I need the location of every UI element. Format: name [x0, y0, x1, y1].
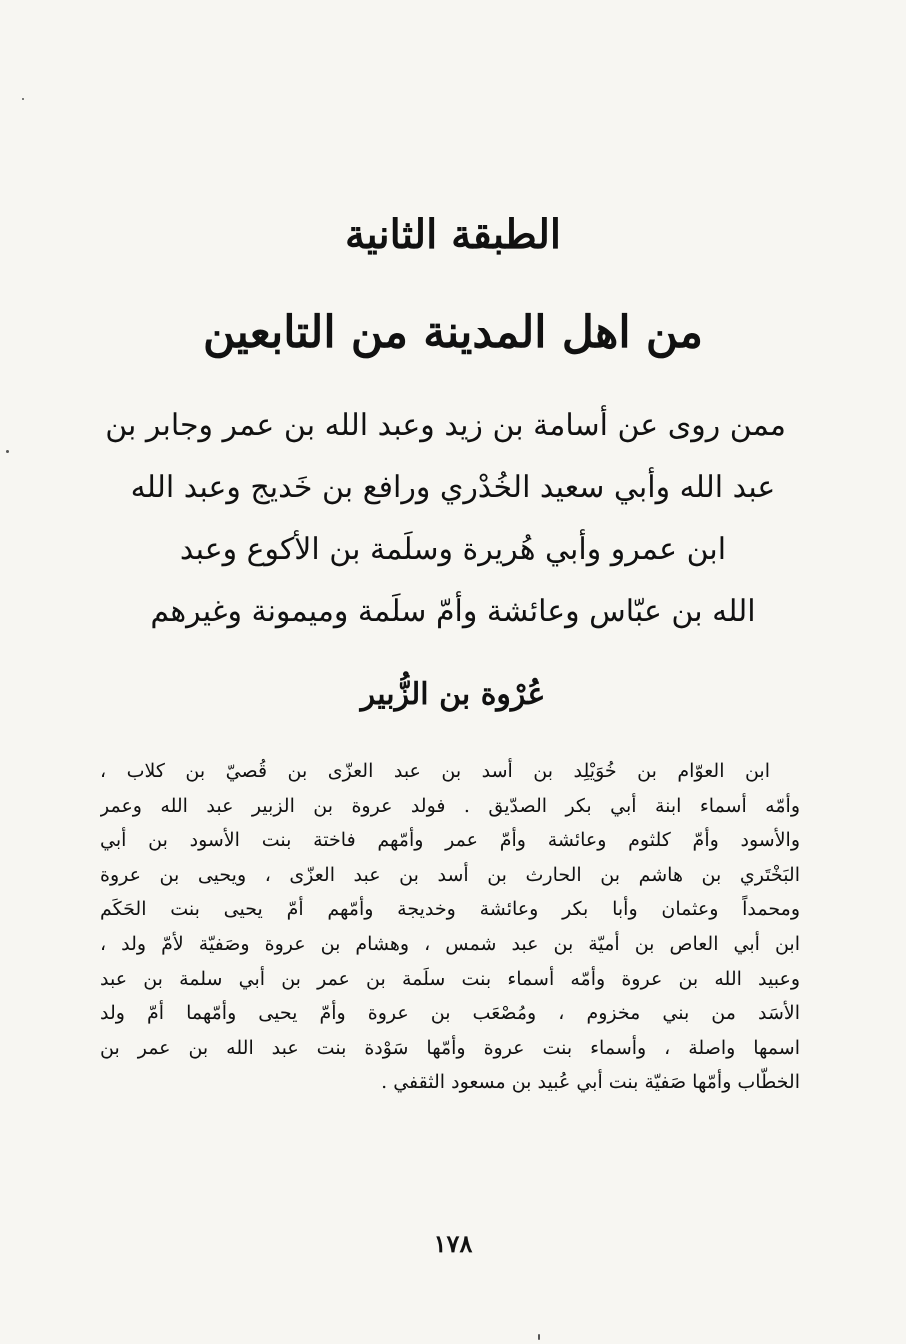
- body-line: وعبيد الله بن عروة وأمّه أسماء بنت سلَمة بن عمر بن أبي سلمة بن عبد: [100, 967, 800, 990]
- scan-speck: [538, 1334, 540, 1340]
- body-line: ومحمداً وعثمان وأبا بكر وعائشة وخديجة وأمّهم أمّ يحيى بنت الحَكَم: [100, 898, 800, 921]
- body-line: اسمها واصلة ، وأسماء بنت عروة وأمّها سَوْدة بنت عبد الله بن عمر بن: [100, 1036, 800, 1059]
- intro-line: ممن روى عن أسامة بن زيد وعبد الله بن عمر وجابر بن: [105, 408, 786, 443]
- biography-paragraph: [100, 754, 800, 1100]
- section-subtitle: من اهل المدينة من التابعين: [203, 307, 703, 358]
- body-line: والأسود وأمّ كلثوم وعائشة وأمّ عمر وأمّهم فاختة بنت الأسود بن أبي: [100, 829, 800, 852]
- biography-heading: عُرْوة بن الزُّبير: [360, 677, 546, 712]
- intro-line: ابن عمرو وأبي هُريرة وسلَمة بن الأكوع وعبد: [179, 532, 727, 567]
- body-line: البَخْتَري بن هاشم بن الحارث بن أسد بن عبد العزّى ، ويحيى بن عروة: [100, 863, 800, 886]
- intro-line: الله بن عبّاس وعائشة وأمّ سلَمة وميمونة وغيرهم: [150, 594, 756, 629]
- intro-line: عبد الله وأبي سعيد الخُدْري ورافع بن خَديج وعبد الله: [130, 470, 776, 505]
- body-line: ابن العوّام بن خُوَيْلِد بن أسد بن عبد العزّى بن قُصيّ بن كلاب ،: [100, 760, 770, 782]
- page-number: ١٧٨: [433, 1229, 473, 1258]
- intro-paragraph: [105, 395, 786, 643]
- body-line: الأسَد من بني مخزوم ، ومُصْعَب بن عروة وأمّ يحيى وأمّهما أمّ ولد: [100, 1002, 800, 1025]
- scan-speck: [6, 450, 9, 453]
- body-line: وأمّه أسماء ابنة أبي بكر الصدّيق . فولد عروة بن الزبير عبد الله وعمر: [100, 794, 800, 817]
- body-line: ابن أبي العاص بن أميّة بن عبد شمس ، وهشام بن عروة وصَفيّة لأمّ ولد ،: [100, 932, 800, 955]
- body-line: الخطّاب وأمّها صَفيّة بنت أبي عُبيد بن مسعود الثقفي .: [381, 1071, 800, 1094]
- scan-speck: [22, 98, 24, 100]
- section-title: الطبقة الثانية: [345, 211, 561, 258]
